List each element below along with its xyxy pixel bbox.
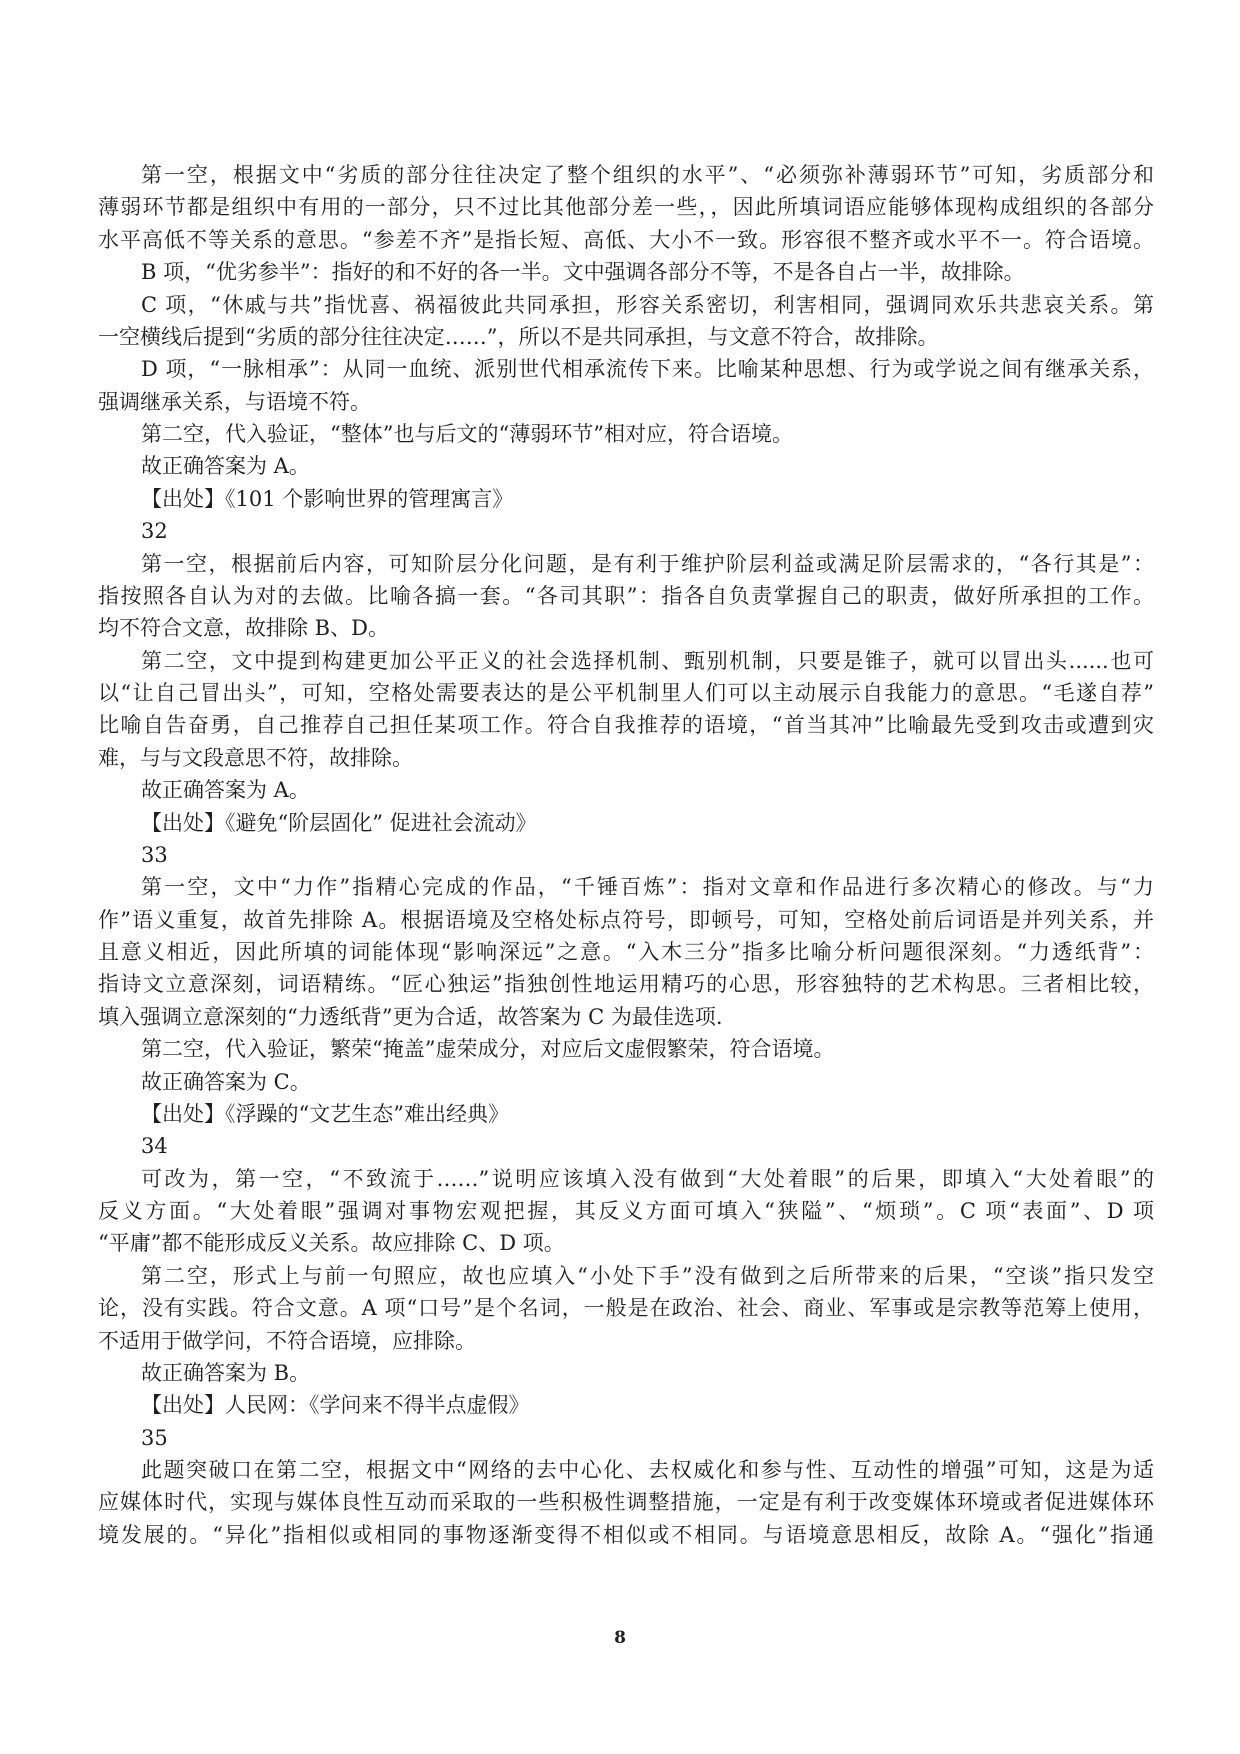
text-line: 均不符合文意，故排除 B、D。: [98, 616, 389, 641]
text-line: 一空横线后提到“劣质的部分往往决定……”，所以不是共同承担，与文意不符合，故排除。: [98, 324, 939, 349]
text-line: 且意义相近，因此所填的词能体现“影响深远”之意。“入木三分”指多比喻分析问题很深刻。“力透纸背”：: [98, 940, 1154, 964]
source-line: 【出处】《避免“阶层固化” 促进社会流动》: [141, 810, 537, 835]
source-line: 【出处】《浮躁的“文艺生态”难出经典》: [141, 1101, 509, 1126]
text-line: 指按照各自认为对的去做。比喻各搞一套。“各司其职”：指各自负责掌握自己的职责，做好所承担的工作。: [98, 583, 1154, 608]
source-line: 【出处】《101 个影响世界的管理寓言》: [141, 486, 514, 511]
text-line: 第二空，代入验证，繁荣“掩盖”虚荣成分，对应后文虚假繁荣，符合语境。: [141, 1037, 835, 1062]
text-line: 可改为，第一空，“不致流于……”说明应该填入没有做到“大处着眼”的后果，即填入“大处着眼”的: [141, 1166, 1154, 1191]
text-line: 指诗文立意深刻，词语精练。“匠心独运”指独创性地运用精巧的心思，形容独特的艺术构思。三者相比较，: [98, 972, 1154, 997]
text-line: 不适用于做学问，不符合语境，应排除。: [98, 1328, 476, 1353]
text-line: D 项，“一脉相承”：从同一血统、派别世代相承流传下来。比喻某种思想、行为或学说之间有继承关系，: [141, 357, 1154, 382]
text-line: 境发展的。“异化”指相似或相同的事物逐渐变得不相似或不相同。与语境意思相反，故除 A。“强化”指通: [98, 1522, 1154, 1547]
text-line: 第一空，文中“力作”指精心完成的作品，“千锤百炼”：指对文章和作品进行多次精心的修改。与“力: [141, 875, 1154, 900]
text-line: 作”语义重复，故首先排除 A。根据语境及空格处标点符号，即顿号，可知，空格处前后词语是并列关系，并: [98, 907, 1154, 932]
question-number: 33: [141, 842, 168, 867]
answer-line: 故正确答案为 B。: [141, 1360, 311, 1385]
answer-line: 故正确答案为 A。: [141, 778, 310, 803]
text-line: 第二空，文中提到构建更加公平正义的社会选择机制、甄别机制，只要是锥子，就可以冒出头......也可: [141, 648, 1154, 673]
text-line: 强调继承关系，与语境不符。: [98, 389, 371, 414]
page-number: 8: [614, 1628, 626, 1648]
text-line: 第二空，形式上与前一句照应，故也应填入“小处下手”没有做到之后所带来的后果，“空谈”指只发空: [141, 1263, 1154, 1288]
text-line: 难，与与文段意思不符，故排除。: [98, 745, 413, 770]
text-line: 第二空，代入验证，“整体”也与后文的“薄弱环节”相对应，符合语境。: [141, 422, 793, 446]
text-line: 以“让自己冒出头”，可知，空格处需要表达的是公平机制里人们可以主动展示自我能力的意思。“毛遂自荐”: [98, 681, 1154, 705]
answer-line: 故正确答案为 C。: [141, 1069, 311, 1094]
text-line: 第一空，根据前后内容，可知阶层分化问题，是有利于维护阶层利益或满足阶层需求的，“各行其是”：: [141, 551, 1154, 576]
text-line: 反义方面。“大处着眼”强调对事物宏观把握，其反义方面可填入“狭隘”、“烦琐”。C 项“表面”、D 项: [98, 1199, 1154, 1223]
text-line: 水平高低不等关系的意思。“参差不齐”是指长短、高低、大小不一致。形容很不整齐或水平不一。符合语境。: [98, 227, 1154, 252]
text-line: 此题突破口在第二空，根据文中“网络的去中心化、去权威化和参与性、互动性的增强”可知，这是为适: [141, 1458, 1154, 1482]
text-line: “平庸”都不能形成反义关系。故应排除 C、D 项。: [98, 1231, 565, 1256]
source-line: 【出处】人民网：《学问来不得半点虚假》: [141, 1393, 530, 1418]
question-number: 34: [141, 1134, 168, 1159]
document-body: [98, 159, 1154, 1551]
text-line: 第一空，根据文中“劣质的部分往往决定了整个组织的水平”、“必须弥补薄弱环节”可知，劣质部分和: [141, 163, 1154, 187]
text-line: B 项，“优劣参半”：指好的和不好的各一半。文中强调各部分不等，不是各自占一半，故排除。: [141, 260, 1025, 285]
question-number: 35: [141, 1425, 168, 1450]
text-line: 应媒体时代，实现与媒体良性互动而采取的一些积极性调整措施，一定是有利于改变媒体环境或者促进媒体环: [98, 1490, 1154, 1515]
text-line: 比喻自告奋勇，自己推荐自己担任某项工作。符合自我推荐的语境，“首当其冲”比喻最先受到攻击或遭到灾: [98, 713, 1154, 738]
text-line: 薄弱环节都是组织中有用的一部分，只不过比其他部分差一些，，因此所填词语应能够体现构成组织的各部分: [98, 195, 1154, 220]
text-line: C 项，“休戚与共”指忧喜、祸福彼此共同承担，形容关系密切，利害相同，强调同欢乐共悲哀关系。第: [141, 292, 1154, 317]
answer-line: 故正确答案为 A。: [141, 454, 310, 479]
question-number: 32: [141, 519, 168, 544]
text-line: 填入强调立意深刻的“力透纸背”更为合适，故答案为 C 为最佳选项.: [98, 1004, 723, 1029]
text-line: 论，没有实践。符合文意。A 项“口号”是个名词，一般是在政治、社会、商业、军事或是宗教等范筹上使用，: [98, 1296, 1154, 1321]
